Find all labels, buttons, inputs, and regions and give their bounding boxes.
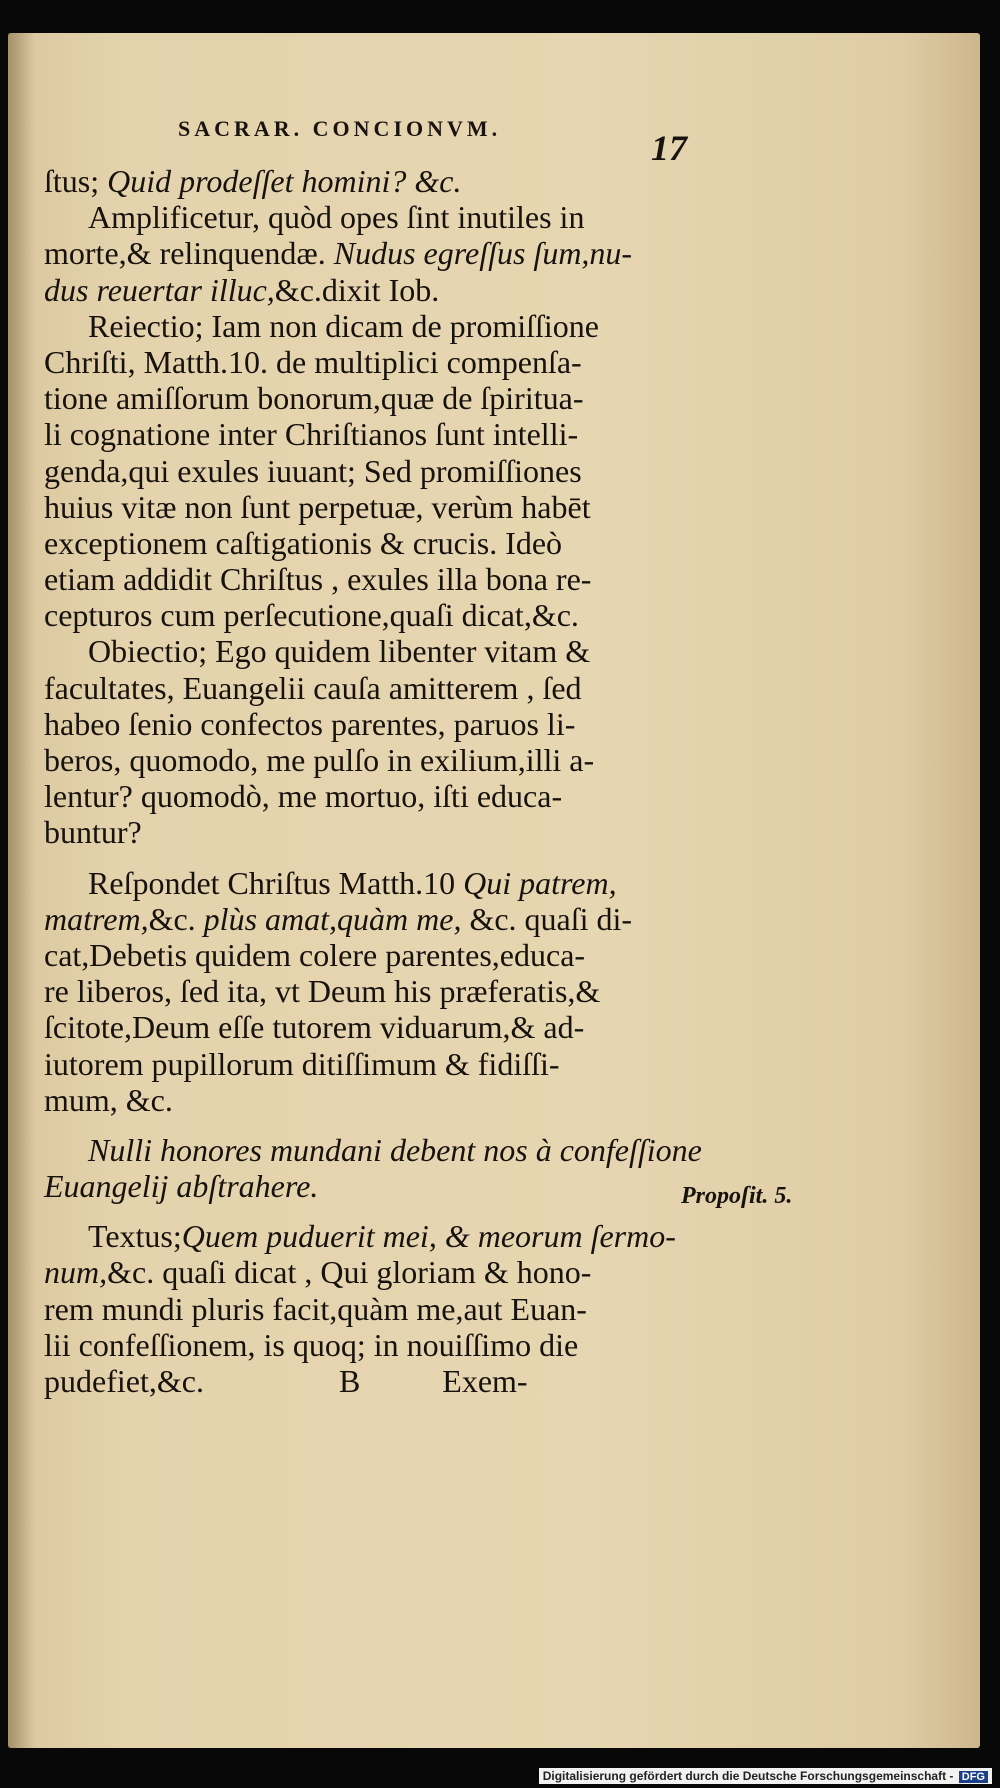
italic-text: dus reuertar illuc, [44, 271, 275, 308]
text-line [44, 489, 684, 525]
text-line [44, 163, 684, 199]
digitization-footer [539, 1768, 992, 1784]
text-line [44, 901, 684, 937]
italic-text: Nudus egreſſus ſum,nu- [333, 235, 633, 272]
plain-text: Amplificetur, quòd opes ſint inutiles in [88, 199, 585, 236]
italic-text: Qui patrem, [463, 864, 617, 901]
text-line [44, 1131, 702, 1168]
last-line-text: pudefiet,&c. [44, 1363, 204, 1399]
text-line [44, 814, 684, 850]
italic-text: plùs amat,quàm me, [203, 900, 462, 937]
text-line [44, 1254, 684, 1290]
plain-text: cat,Debetis quidem colere parentes,educa- [44, 936, 586, 973]
plain-text: buntur? [44, 814, 142, 851]
running-header: SACRAR. CONCIONVM. [178, 116, 502, 141]
text-line [44, 778, 684, 814]
plain-text: huius vitæ non ſunt perpetuæ, verùm habēt [44, 488, 591, 525]
text-line [44, 1009, 684, 1045]
margin-note: Propoſit. 5. [681, 1183, 793, 1209]
plain-text: lii confeſſionem, is quoq; in nouiſſimo die [44, 1326, 579, 1363]
italic-text: Quem puduerit mei, & meorum ſermo- [181, 1218, 676, 1255]
text-line [44, 1291, 684, 1327]
last-line [44, 1363, 684, 1399]
text-line [44, 597, 684, 633]
book-page [8, 33, 980, 1748]
text-line [44, 1218, 684, 1254]
folio-number: 17 [651, 128, 687, 168]
italic-text: Quid prodeſſet homini? &c. [107, 163, 462, 199]
plain-text: &c. quaſi dicat , Qui gloriam & hono- [107, 1254, 592, 1291]
plain-text: genda,qui exules iuuant; Sed promiſſiones [44, 452, 582, 489]
plain-text: iutorem pupillorum ditiſſimum & fidiſſi- [44, 1045, 560, 1082]
dfg-logo: DFG [959, 1771, 988, 1783]
plain-text: rem mundi pluris facit,quàm me,aut Euan- [44, 1290, 587, 1327]
plain-text: &c.dixit Iob. [274, 271, 440, 308]
text-line [44, 1082, 684, 1118]
catchword: Exem- [442, 1363, 528, 1399]
text-line [44, 973, 684, 1009]
text-line [44, 344, 684, 380]
plain-text: mum, &c. [44, 1081, 173, 1118]
plain-text: ſcitote,Deum eſſe tutorem viduarum,& ad- [44, 1009, 585, 1046]
footer-text: Digitalisierung gefördert durch die Deutsche Forschungsgemeinschaft - [542, 1769, 954, 1783]
text-line [44, 1168, 684, 1204]
plain-text: exceptionem caſtigationis & crucis. Ideò [44, 524, 563, 561]
text-line [44, 525, 684, 561]
plain-text: re liberos, ſed ita, vt Deum his præferatis,& [44, 973, 601, 1010]
text-line [44, 272, 684, 308]
plain-text: lentur? quomodò, me mortuo, iſti educa- [44, 778, 563, 815]
plain-text: Textus; [88, 1218, 182, 1255]
plain-text: li cognatione inter Chriſtianos ſunt intelli- [44, 416, 579, 453]
text-line [44, 706, 684, 742]
italic-text: num, [44, 1254, 108, 1291]
plain-text: etiam addidit Chriſtus , exules illa bona re- [44, 561, 592, 598]
text-line [44, 453, 684, 489]
text-line [44, 742, 684, 778]
plain-text: &c. [148, 900, 204, 937]
text-line [44, 1327, 684, 1363]
plain-text: facultates, Euangelii cauſa amitterem , ſed [44, 669, 582, 706]
plain-text: ſtus; [44, 163, 108, 199]
italic-text: Nulli honores mundani debent nos à confeſſione [88, 1131, 702, 1168]
plain-text: morte,& relinquendæ. [44, 235, 334, 272]
text-line [44, 1046, 684, 1082]
text-line [44, 865, 684, 901]
text-line [44, 561, 684, 597]
plain-text: Obiectio; Ego quidem libenter vitam & [88, 633, 591, 670]
plain-text: cepturos cum perſecutione,quaſi dicat,&c. [44, 597, 579, 634]
plain-text: beros, quomodo, me pulſo in exilium,illi a- [44, 742, 595, 778]
text-line [44, 633, 684, 669]
text-line [44, 235, 684, 271]
plain-text: habeo ſenio confectos parentes, paruos li- [44, 705, 576, 742]
plain-text: Chriſti, Matth.10. de multiplici compenſa- [44, 343, 582, 380]
text-line [44, 308, 684, 344]
italic-text: Euangelij abſtrahere. [44, 1168, 319, 1205]
text-line [44, 416, 684, 452]
plain-text: &c. quaſi di- [461, 900, 633, 937]
plain-text: Reiectio; Iam non dicam de promiſſione [88, 307, 599, 344]
italic-text: matrem, [44, 900, 149, 937]
text-line [44, 199, 684, 235]
text-line [44, 380, 684, 416]
plain-text: tione amiſſorum bonorum,quæ de ſpiritua- [44, 380, 584, 417]
text-line [44, 937, 684, 973]
plain-text: Reſpondet Chriſtus Matth.10 [88, 864, 464, 901]
body-text [44, 163, 702, 1399]
text-line [44, 670, 684, 706]
signature-mark: B [338, 1363, 361, 1399]
